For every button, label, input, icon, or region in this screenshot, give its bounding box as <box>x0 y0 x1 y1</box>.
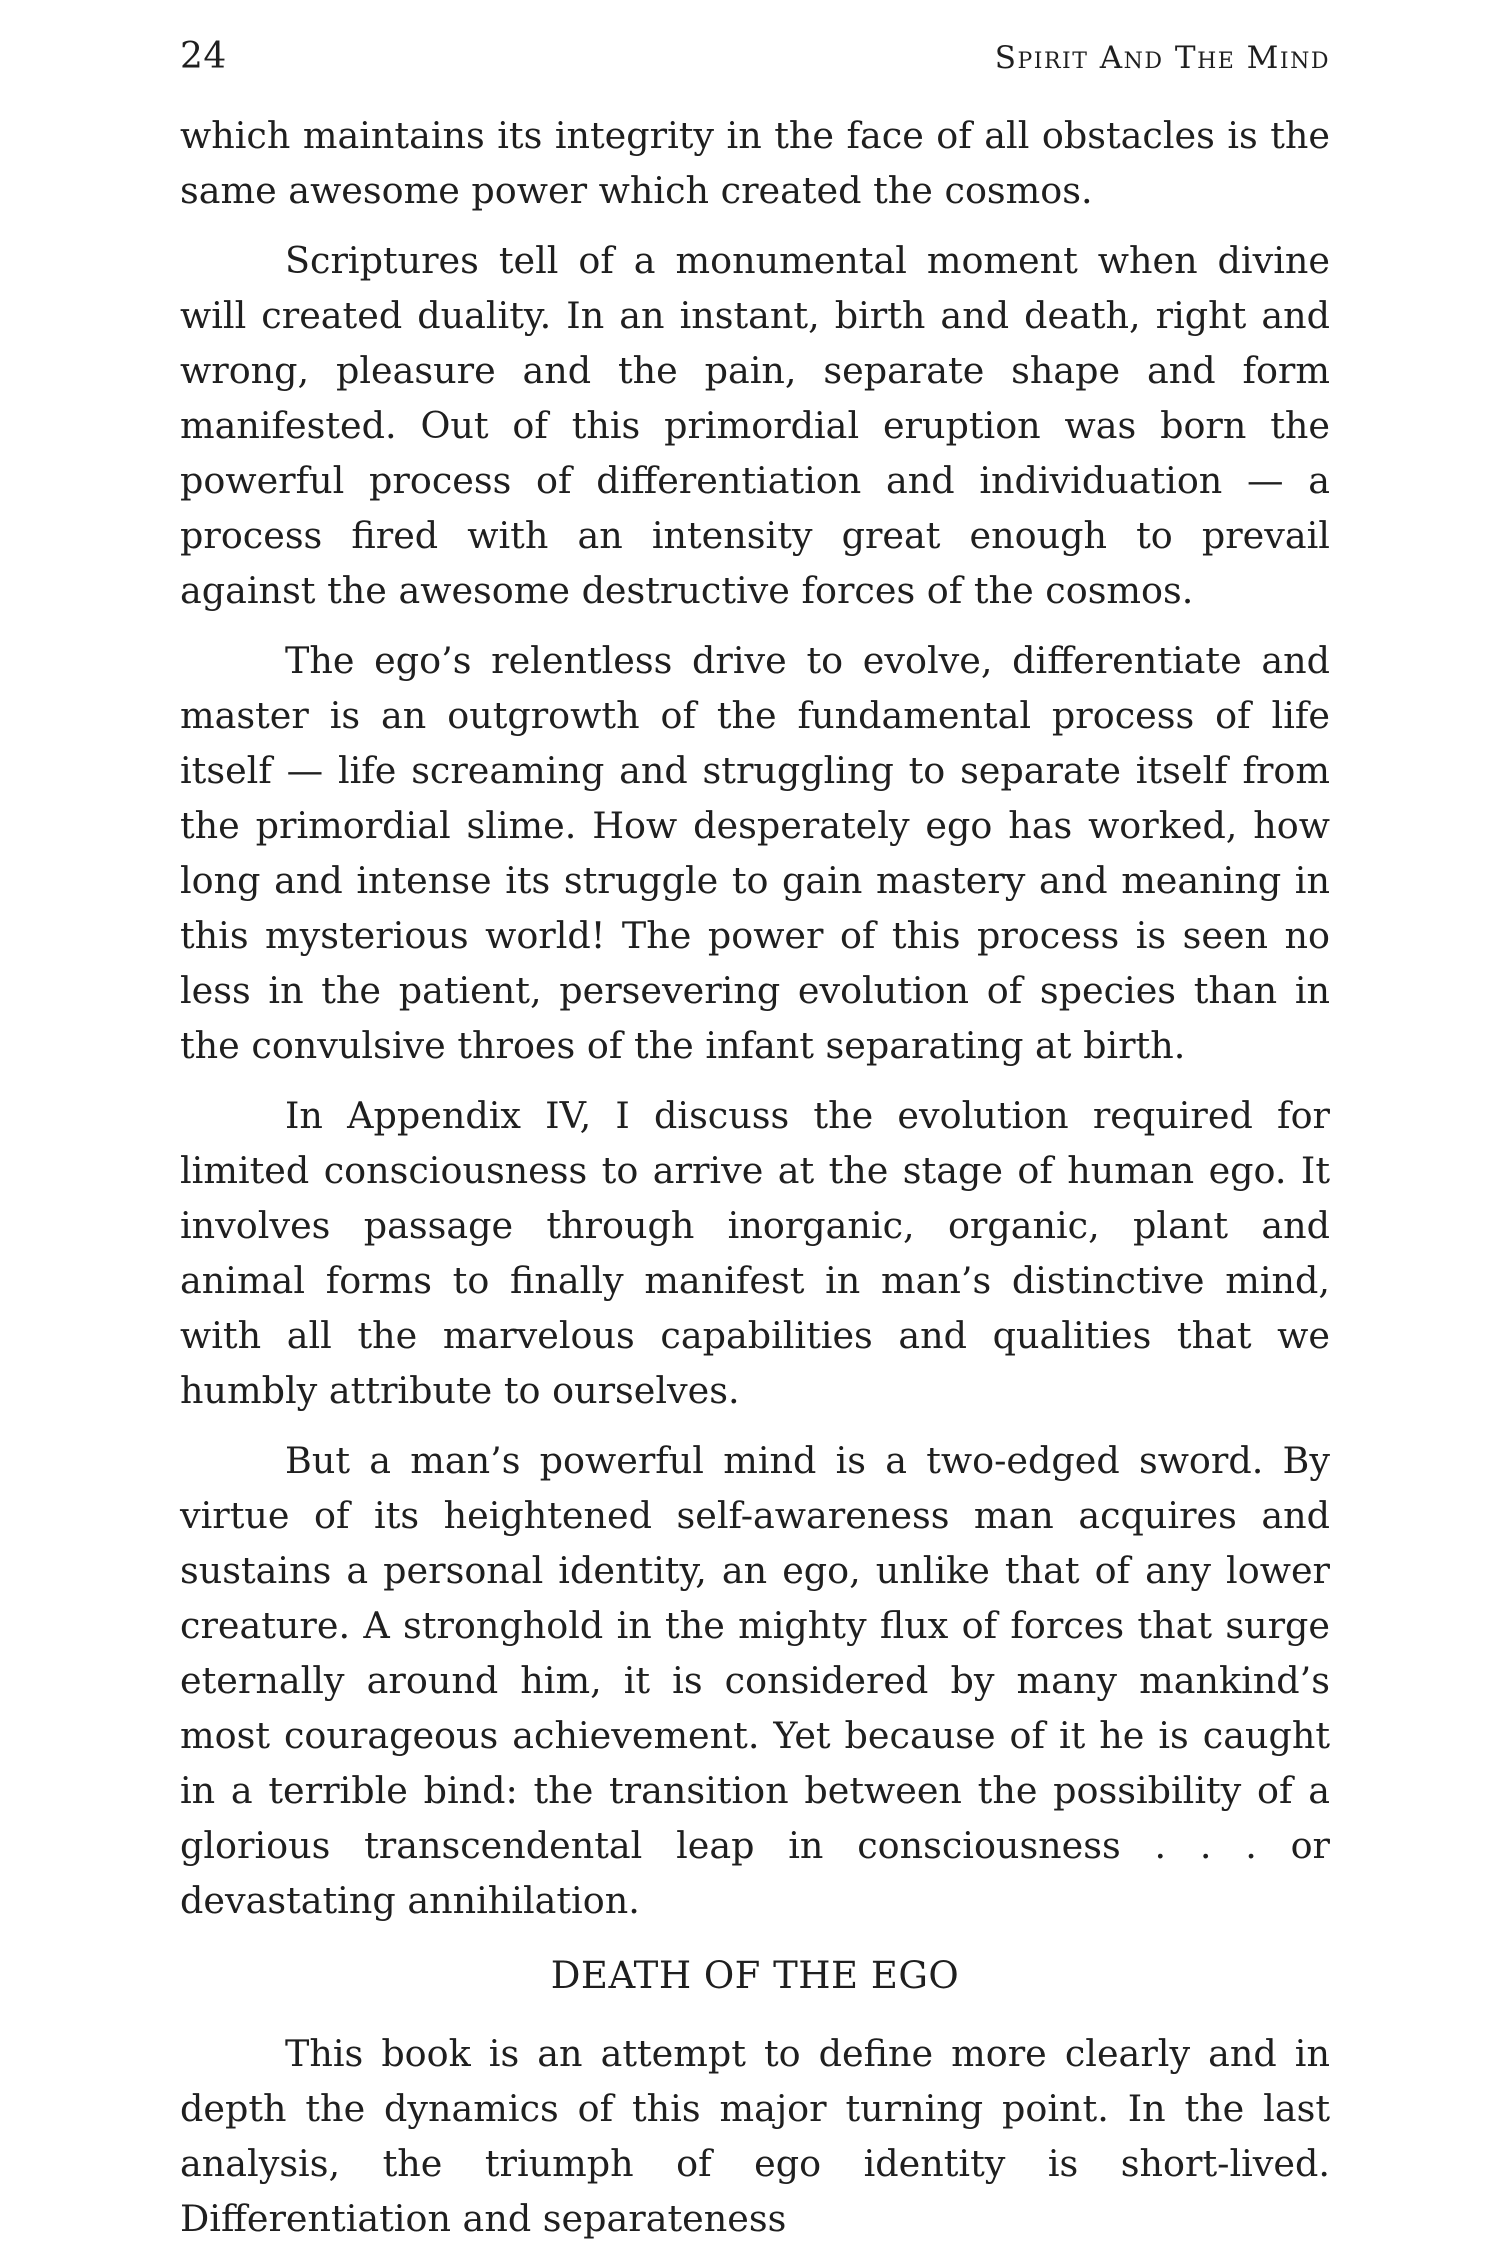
section-heading: DEATH OF THE EGO <box>550 1954 960 1997</box>
paragraph-ego-drive: The ego’s relentless drive to evolve, differentiate and master is an outgrowth of the fundamental process of life itself — life screaming and struggling to separate itself from the primordial slime. How desperately ego has worked, how long and intense its struggle to gain mastery and meaning in this mysterious world! The power of this process is seen no less in the patient, persevering evolution of species than in the convulsive throes of the infant separating at birth. <box>180 639 1330 1067</box>
paragraph-continuation: which maintains its integrity in the face of all obstacles is the same awesome power which created the cosmos. <box>180 114 1330 212</box>
body-text <box>180 108 1330 2246</box>
paragraph-appendix: In Appendix IV, I discuss the evolution required for limited consciousness to arrive at the stage of human ego. It involves passage through inorganic, organic, plant and animal forms to finally manifest in man’s distinctive mind, with all the marvelous capabilities and qualities that we humbly attribute to ourselves. <box>180 1094 1330 1412</box>
running-title: Spirit And The Mind <box>994 40 1330 76</box>
page-number: 24 <box>180 36 227 77</box>
paragraph-closing: This book is an attempt to define more clearly and in depth the dynamics of this major turning point. In the last analysis, the triumph of ego identity is short-lived. Differentiation and separateness <box>180 2032 1330 2240</box>
paragraph-scriptures: Scriptures tell of a monumental moment when divine will created duality. In an instant, birth and death, right and wrong, pleasure and the pain, separate shape and form manifested. Out of this primordial eruption was born the powerful process of differentiation and individuation — a process fired with an intensity great enough to prevail against the awesome destructive forces of the cosmos. <box>180 239 1330 612</box>
paragraph-two-edged-sword: But a man’s powerful mind is a two-edged sword. By virtue of its heightened self-awareness man acquires and sustains a personal identity, an ego, unlike that of any lower creature. A stronghold in the mighty flux of forces that surge eternally around him, it is considered by many mankind’s most courageous achievement. Yet because of it he is caught in a terrible bind: the transition between the possibility of a glorious transcendental leap in consciousness . . . or devastating annihilation. <box>180 1439 1330 1922</box>
book-page <box>180 36 1330 2240</box>
running-head <box>180 36 1330 88</box>
